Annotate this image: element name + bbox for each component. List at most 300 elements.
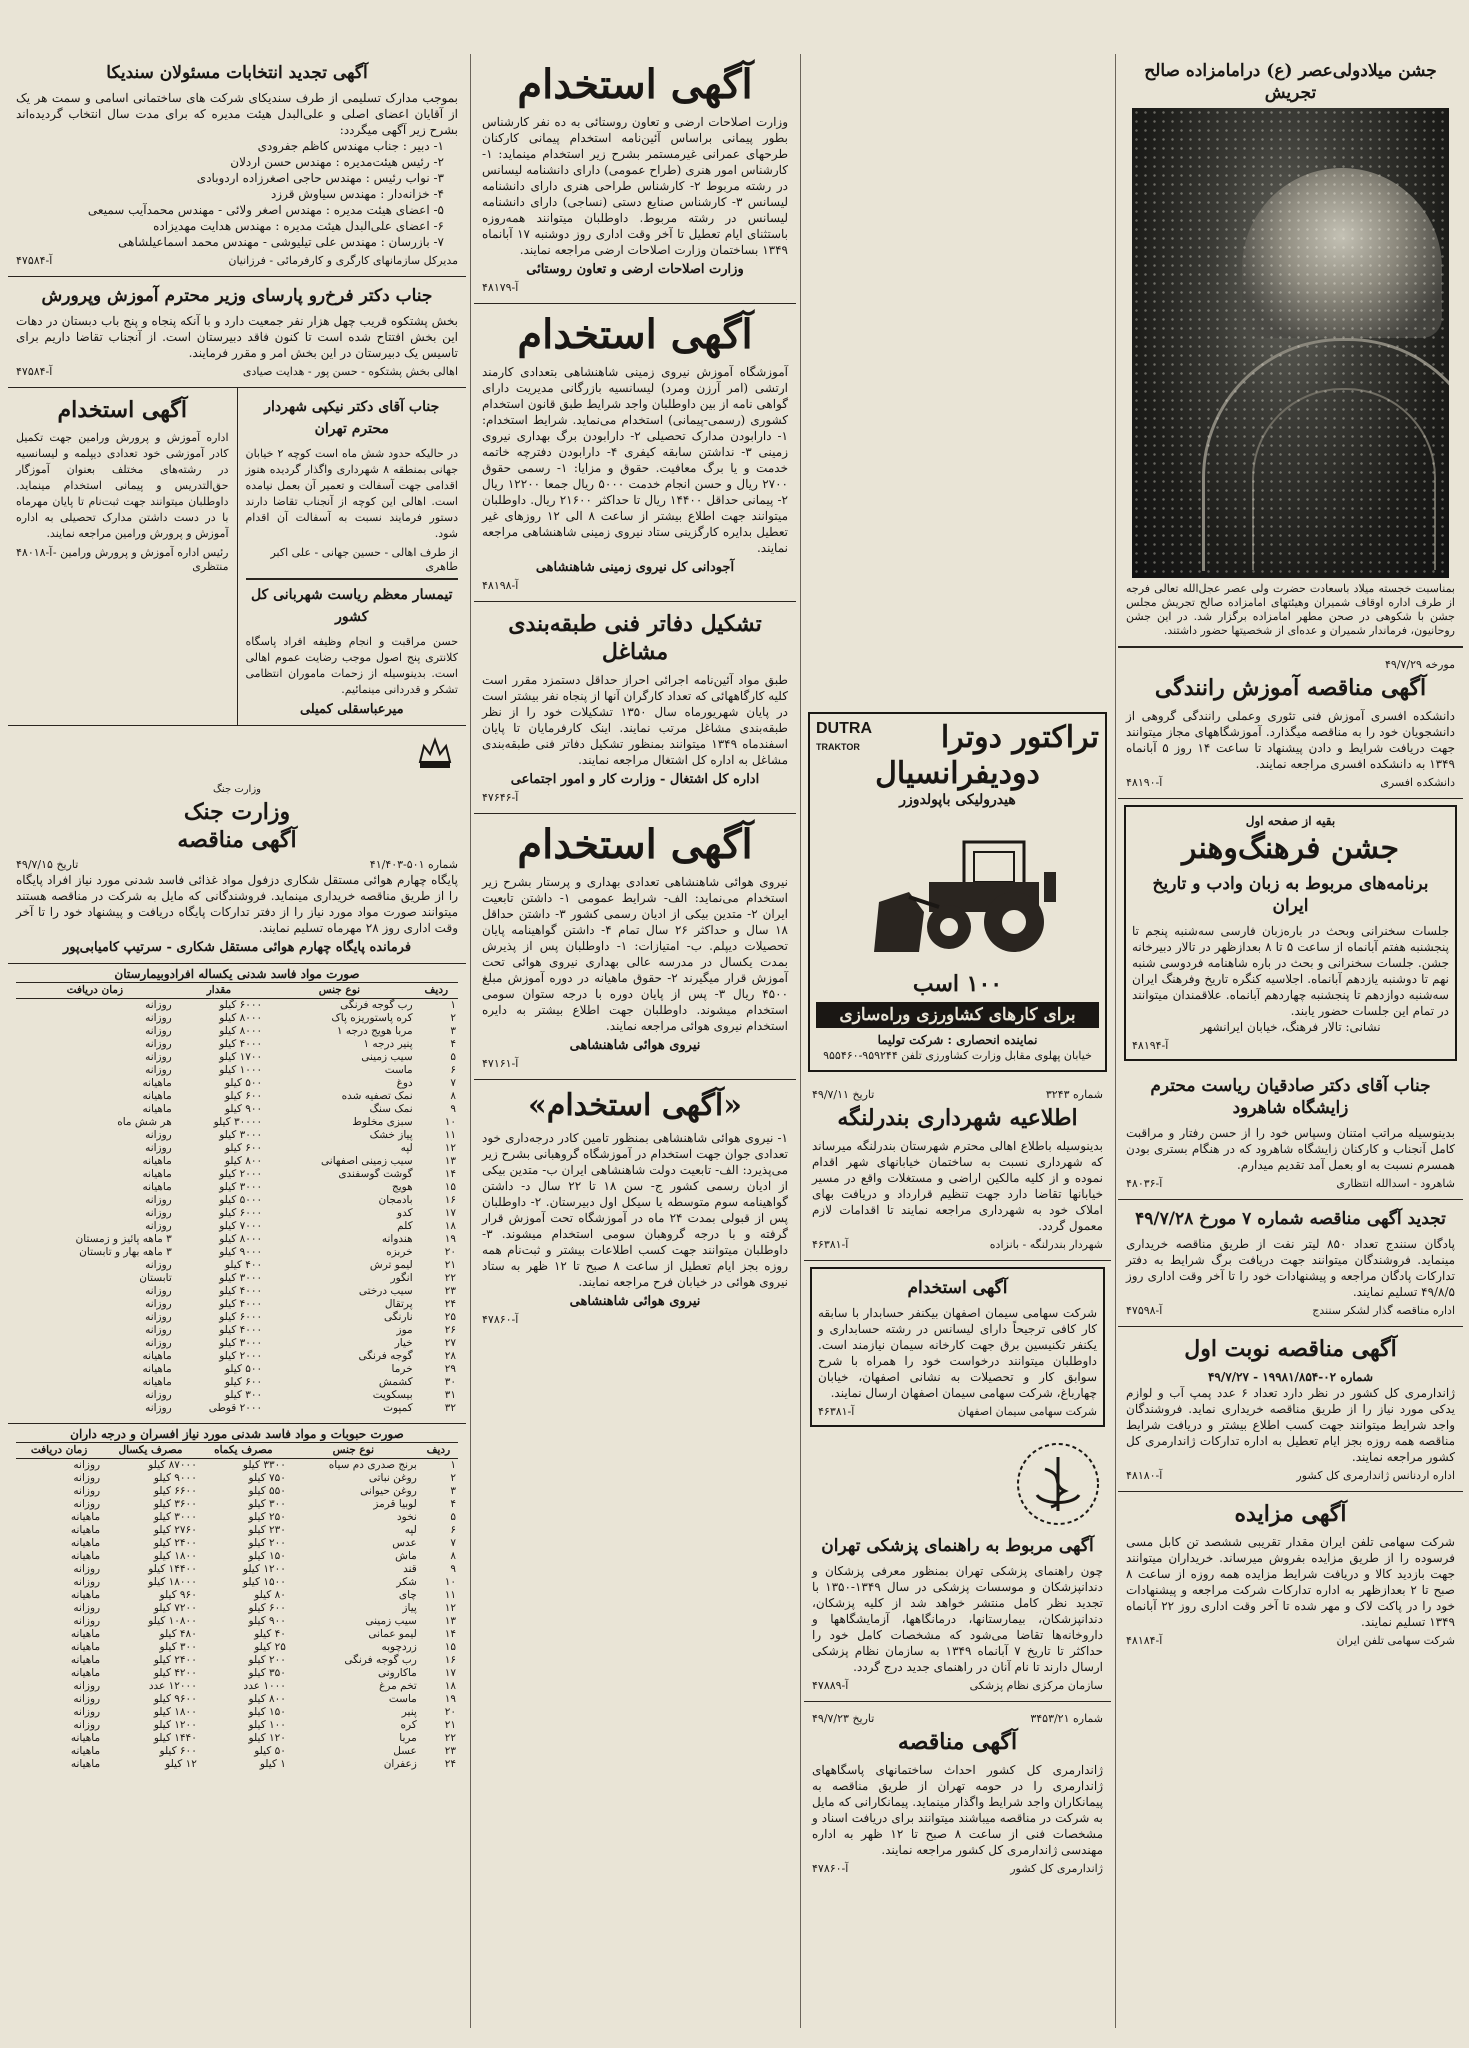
table-cell: ماست — [384, 1064, 413, 1076]
table-cell: ۱۰۸۰۰ کیلو — [148, 1615, 197, 1627]
table-row — [16, 1706, 458, 1719]
photo-feature — [1118, 54, 1463, 648]
ad-org: اداره مناقصه گذار لشکر سنندج — [1312, 1304, 1455, 1317]
table-row — [16, 1732, 458, 1745]
ad-number: مورخه ۴۹/۷/۲۹ — [1384, 658, 1455, 671]
ad-org: شرکت سهامی سیمان اصفهان — [957, 1405, 1097, 1418]
table-header-cell: نوع جنس — [288, 1443, 419, 1459]
table-cell: ۴۸۰ کیلو — [159, 1628, 197, 1640]
table-cell: ۱۰۰۰ کیلو — [219, 1064, 263, 1076]
table-cell: ۵۰۰ کیلو — [224, 1077, 263, 1089]
table-cell: روزانه — [145, 1402, 172, 1414]
divider — [246, 578, 459, 580]
ad-date: تاریخ ۴۹/۷/۱۵ — [16, 858, 79, 871]
ad-code: آ-۴۶۳۸۱ — [818, 1405, 855, 1418]
table-cell: ۵ — [450, 1051, 456, 1063]
ad-number: شماره ۳۲۴۳ — [1045, 1088, 1103, 1101]
table-cell: ۱۰۰۰ عدد — [243, 1680, 286, 1692]
table-cell: ۳۱ — [444, 1389, 456, 1401]
table-cell: سیب زمینی اصفهانی — [321, 1155, 413, 1167]
table-cell: نخود — [396, 1511, 417, 1523]
table-cell: سیب درختی — [358, 1285, 413, 1297]
table-row — [16, 1311, 458, 1324]
table-cell: روزانه — [73, 1693, 101, 1705]
ad-meta — [812, 1679, 1103, 1693]
table-cell: ۹۶۰۰ کیلو — [153, 1693, 197, 1705]
food-table-2 — [16, 1442, 458, 1771]
ad-date: تاریخ ۴۹/۷/۲۳ — [812, 1712, 875, 1725]
table-cell: ماهیانه — [70, 1511, 101, 1523]
table-cell: ۱۰ — [444, 1116, 456, 1128]
ad-title: جشن فرهنگ‌وهنر — [1181, 831, 1400, 866]
table-cell: ماهیانه — [70, 1550, 101, 1562]
ad-body: بدینوسیله مراتب امتنان وسپاس خود را از حسن رفتار و مراقبت کامل آنجناب و کارکنان زایشگاه شاهرود که در هنگام بستری بودن همسرم نسبت به او بعمل آمد تقدیم میدارم. — [1126, 1126, 1455, 1172]
table-cell: ۱۳ — [444, 1155, 456, 1167]
table-cell: ۲۳ — [444, 1745, 456, 1757]
table-cell: ماش — [395, 1550, 417, 1562]
ad-org: شرکت سهامی تلفن ایران — [1336, 1634, 1455, 1647]
ad-org: دانشکده افسری — [1380, 776, 1455, 789]
ad-body: طبق مواد آئین‌نامه اجرائی احراز حداقل دستمزد مقرر است کلیه کارگاههائی که تعداد کارگران آنها از پنجاه نفر بیشتر است در پایان شهریورماه سال ۱۳۵۰ تشکیلات خود را از نظر طبقه‌بندی مشاغل مرتب نمایند. اینک کارفرمایان تا پایان اسفندماه ۱۳۴۹ میتوانند بمنظور تشکیل دفاتر فنی طبقه‌بندی مشاغل به اداره کل اشتغال مراجعه نمایند. — [482, 673, 788, 767]
table-cell: روزانه — [73, 1563, 101, 1575]
table-row — [16, 1285, 458, 1298]
table-cell: ۸۰۰۰ کیلو — [219, 1233, 263, 1245]
table-cell: کدو — [397, 1207, 413, 1219]
table-cell: روزانه — [73, 1459, 101, 1471]
table-cell: ۶۰۰ کیلو — [248, 1602, 286, 1614]
table-cell: هر شش ماه — [117, 1116, 172, 1128]
table-cell: ماهیانه — [70, 1641, 101, 1653]
table-row — [16, 1459, 458, 1473]
table-row — [16, 1064, 458, 1077]
table-cell: ۲۴ — [444, 1298, 456, 1310]
emblem-label: وزارت جنگ — [212, 784, 261, 795]
table-cell: روزانه — [145, 1012, 172, 1024]
table-cell: ۱۱ — [444, 1129, 456, 1141]
ad-meta — [1132, 1039, 1449, 1053]
ad-meta — [812, 1088, 1103, 1102]
table-row — [16, 1524, 458, 1537]
table-cell: گوشت گوسفندی — [338, 1168, 413, 1180]
table-cell: ۹۰۰ کیلو — [248, 1615, 286, 1627]
ad-code: آ-۴۷۵۸۴ — [16, 365, 53, 378]
table-cell: ماهیانه — [70, 1654, 101, 1666]
table-cell: ۲۴ — [444, 1758, 456, 1770]
right-column — [1118, 54, 1463, 2028]
table-row — [16, 1641, 458, 1654]
table-row — [16, 1324, 458, 1337]
table-cell: ۲۷ — [444, 1337, 456, 1349]
table-cell: ۹۰۰۰ کیلو — [219, 1246, 263, 1258]
ad-meta — [482, 579, 788, 593]
table-cell: روزانه — [145, 1207, 172, 1219]
table-cell: روزانه — [145, 1025, 172, 1037]
ad-syndicate-election — [8, 54, 466, 277]
table-cell: ماهیانه — [70, 1758, 101, 1770]
ad-code: آ-۴۷۸۸۹ — [812, 1679, 849, 1692]
table-cell: ۱۲۰۰ کیلو — [242, 1563, 286, 1575]
table-cell: روزانه — [73, 1680, 101, 1692]
table-cell: هویج — [391, 1181, 413, 1193]
table-cell: ۲۲ — [444, 1732, 456, 1744]
table-cell: روغن نباتی — [368, 1472, 417, 1484]
table-cell: ۶۰۰۰ کیلو — [219, 999, 263, 1011]
ad-meta — [1126, 658, 1455, 672]
shrine-photo — [1132, 108, 1449, 578]
table-cell: ماهیانه — [70, 1537, 101, 1549]
food-table-section — [8, 964, 466, 1424]
table-cell: ۱۰ — [444, 1576, 456, 1588]
table-cell: ۳۰۰ کیلو — [224, 1389, 263, 1401]
table-cell: ۱۲ کیلو — [165, 1758, 197, 1770]
table-cell: قند — [403, 1563, 417, 1575]
table-cell: ماهیانه — [70, 1745, 101, 1757]
table-cell: ۶۶۰۰ کیلو — [153, 1485, 197, 1497]
table-row — [16, 1090, 458, 1103]
ad-meta — [16, 858, 458, 872]
table-cell: ۳۰۰ کیلو — [248, 1498, 286, 1510]
ad-slogan: برای کارهای کشاورزی وراه‌سازی — [816, 1002, 1099, 1028]
table-cell: ماهیانه — [142, 1155, 172, 1167]
table-cell: پنیر درجه ۱ — [363, 1038, 413, 1050]
ad-code: آ-۴۸۱۹۸ — [482, 579, 519, 592]
table-cell: ۳ ماهه بهار و تابستان — [79, 1246, 172, 1258]
table-cell: ۵۰ کیلو — [254, 1745, 286, 1757]
ad-meta — [482, 281, 788, 295]
table-cell: ۶ — [450, 1064, 456, 1076]
table-cell: ۱۲۰۰۰ عدد — [148, 1680, 197, 1692]
table-cell: ۲۴۰۰ کیلو — [153, 1537, 197, 1549]
table-cell: ماهیانه — [70, 1667, 101, 1679]
table-cell: ۱۹ — [444, 1233, 456, 1245]
table-cell: روزانه — [145, 1285, 172, 1297]
table-cell: ۸۰ کیلو — [254, 1589, 286, 1601]
ad-body: دانشکده افسری آموزش فنی تئوری وعملی رانندگی گروهی از دانشجویان خود را به مناقصه میگذارد. آموزشگاههای مجاز میتوانند جهت دریافت شرایط و دادن پیشنهاد تا ساعت ۱۴ روز ۵ آبانماه ۱۳۴۹ به دانشکده افسری مراجعه نمایند. — [1126, 709, 1455, 771]
table-header-cell: مصرف یکسال — [102, 1443, 199, 1459]
table-cell: روزانه — [145, 1194, 172, 1206]
table-cell: ۸۷۰۰۰ کیلو — [148, 1459, 197, 1471]
table-cell: ۲۷۶۰ کیلو — [153, 1524, 197, 1536]
ad-title: آگهی مناقصه نوبت اول — [1184, 1336, 1397, 1362]
table-cell: ۷۲۰۰ کیلو — [153, 1602, 197, 1614]
ad-org: از طرف اهالی - حسین جهانی - علی اکبر طاهری — [270, 546, 458, 573]
table-cell: ۳۰۰۰۰ کیلو — [213, 1116, 263, 1128]
ad-title: آگهی استخدام — [57, 397, 187, 423]
ad-title: آگهی تجدید انتخابات مسئولان سندیکا — [106, 63, 368, 83]
table-cell: بیسکویت — [372, 1389, 413, 1401]
table-cell: ۳۰۰۰ کیلو — [219, 1181, 263, 1193]
table-cell: کره پاستوریزه پاک — [331, 1012, 413, 1024]
ad-body: ژاندارمری کل کشور احداث ساختمانهای پاسگاههای ژاندارمری را در حومه تهران از طریق مناقصه به پیمانکاران واجد شرایط واگذار مینماید. پیمانکارانی که مایل به شرکت در مناقصه میباشند میتوانند برای دریافت اسناد و مشخصات فنی از ساعت ۸ صبح تا ۱۲ ظهر به اداره مهندسی ژاندارمری کل کشور مراجعه نمایند. — [812, 1763, 1104, 1857]
table-cell: ۳۶۰۰ کیلو — [153, 1498, 197, 1510]
table-row — [16, 1168, 458, 1181]
ad-body: آموزشگاه آموزش نیروی زمینی شاهنشاهی بتعدادی کارمند ارتشی (امر آرزن ومرد) لیسانسیه بازرگانی مدیریت دارای گواهی نامه از بین داوطلبان واجد شرایط طبق قانون استخدام کشوری (رسمی-پیمانی) استخدام می‌نماید. شرایط استخدام: ۱- دارابودن مدارک تحصیلی ۲- دارابودن برگ بهداری نیروی زمینی ۳- نداشتن سابقه کیفری ۴- دارابودن دفترچه خاتمه خدمت و یا برگ معافیت. حقوق و مزایا: ۱- رسمی حقوق ۲۷۰۰ ریال و حسن انجام خدمت ۵۰۰۰ ریال جمعا ۱۲۲۰۰ ریال ۲- پیمانی حداقل ۱۴۴۰۰ ریال تا حداکثر ۲۱۶۰۰ ریال. داوطلبان میتوانند جهت اطلاع بیشتر از ساعت ۸ الی ۱۲ روزهای غیر تعطیل بدایره کارگزینی ستاد نیروی زمینی شاهنشاهی مراجعه نمایند. — [482, 365, 788, 555]
table-cell: روزانه — [73, 1602, 101, 1614]
ad-body: بخش پشتکوه قریب چهل هزار نفر جمعیت دارد و با آنکه پنجاه و پنج باب دبستان در دهات این بخش افتتاح شده است تا کنون فاقد دبیرستان است. از آنجناب تقاضا داریم برای تاسیس یک دبیرستان در این بخش امر و مقرر فرمایند. — [16, 314, 458, 360]
table-cell: لیمو ترش — [369, 1259, 413, 1271]
table-row — [16, 1181, 458, 1194]
tractor-brand — [816, 720, 872, 756]
table-cell: ۸۰۰۰ کیلو — [219, 1012, 263, 1024]
table-row — [16, 1563, 458, 1576]
ad-meta — [812, 1712, 1103, 1726]
ad-meta — [16, 365, 458, 379]
table-cell: ۳۰۰ کیلو — [159, 1641, 197, 1653]
ad-body: بموجب مدارک تسلیمی از طرف سندیکای شرکت های ساختمانی اسامی و سمت هر یک از آقایان اعضای اصلی و علی‌البدل هیئت مدیره که برای مدت سال انتخاب گردیده‌اند بشرح زیر آگهی میگردد: — [16, 91, 458, 137]
table-cell: ماهیانه — [142, 1376, 172, 1388]
table-cell: ۱ — [450, 999, 456, 1011]
table-cell: ۲۰۰۰ کیلو — [219, 1350, 263, 1362]
table-cell: ۲ — [450, 1472, 456, 1484]
table-cell: ۲۳ — [444, 1285, 456, 1297]
member-item: ۷- بازرسان : مهندس علی تیلیوشی - مهندس محمد اسماعیلشاهی — [118, 235, 444, 249]
ad-body: اداره آموزش و پرورش ورامین جهت تکمیل کادر آموزشی خود تعدادی دیپلمه و لیسانسیه در رشته‌های مختلف بعنوان آموزگار حق‌التدریس و پیمانی استخدام مینماید. داوطلبان میتوانند جهت ثبت‌نام تا پایان مهرماه با در دست داشتن مدارک تحصیلی به اداره آموزش و پرورش ورامین مراجعه نمایند. — [16, 431, 229, 540]
staples-table-section — [8, 1424, 466, 1779]
ad-code: آ-۴۸۱۸۰ — [1126, 1469, 1163, 1482]
ad-body: شرکت سهامی تلفن ایران مقدار تقریبی ششصد تن کابل مسی فرسوده را از طریق مزایده بفروش میرساند. خریداران میتوانند جهت بازدید کالا و دریافت شرایط مزایده همه روزه از ساعت ۸ صبح تا ۲ بعدازظهر به اداره تدارکات شرکت مراجعه و پیشنهادات خود را در پاکت لاک و مهر شده تا آخر وقت اداری روز ۲۲ آبانماه ۱۳۴۹ تسلیم نمایند. — [1126, 1535, 1455, 1629]
ad-title: آگهی استخدام — [517, 61, 753, 108]
table-cell: ۲۵۰ کیلو — [248, 1511, 286, 1523]
table-cell: دوغ — [396, 1077, 413, 1089]
table-cell: ماهیانه — [70, 1628, 101, 1640]
table-row — [16, 1233, 458, 1246]
table-cell: ۱۷ — [444, 1207, 456, 1219]
table-cell: روزانه — [145, 1220, 172, 1232]
table-cell: بادمجان — [378, 1194, 413, 1206]
table-cell: ۱۵ — [444, 1641, 456, 1653]
ad-employment-land-reform — [474, 54, 796, 304]
table-row — [16, 1498, 458, 1511]
table-cell: ۶۰۰۰ کیلو — [219, 1311, 263, 1323]
table-cell: موز — [396, 1324, 413, 1336]
table-row — [16, 1589, 458, 1602]
ad-power: ۱۰۰ اسب — [912, 971, 1003, 997]
table-cell: پیاز خشک — [369, 1129, 413, 1141]
table-cell: ۶۰۰ کیلو — [224, 1376, 263, 1388]
table-cell: مربا هویج درجه ۱ — [336, 1025, 413, 1037]
table-cell: ماهیانه — [70, 1589, 101, 1601]
table-row — [16, 1220, 458, 1233]
table-cell: ماهیانه — [70, 1524, 101, 1536]
table-cell: ماهیانه — [142, 1077, 172, 1089]
ad-org: اداره کل اشتغال - وزارت کار و امور اجتماعی — [510, 772, 760, 787]
table-cell: ماهیانه — [142, 1181, 172, 1193]
table-cell: ۱۲ — [444, 1602, 456, 1614]
table-cell: ۲۰ — [444, 1706, 456, 1718]
table-cell: روزانه — [145, 999, 172, 1011]
ad-meta — [812, 1862, 1103, 1876]
ad-tagline: هیدرولیکی باپولدوزر — [899, 792, 1016, 808]
table-row — [16, 1363, 458, 1376]
member-item: ۲- رئیس هیئت‌مدیره : مهندس حسن اردلان — [230, 155, 444, 169]
table-cell: ۱۸۰۰۰ کیلو — [148, 1576, 197, 1588]
table-cell: ۴۰۰۰ کیلو — [219, 1298, 263, 1310]
ad-code: آ-۴۸۱۷۹ — [482, 281, 519, 294]
ad-meta — [1126, 1469, 1455, 1483]
ad-garrison — [1118, 1200, 1463, 1327]
table-cell: ۲۰۰۰ قوطی — [208, 1402, 263, 1414]
ad-title: جناب آقای دکتر نیکپی شهردار محترم تهران — [264, 399, 440, 437]
left-column — [8, 54, 466, 2028]
table-cell: ۴۰۰ کیلو — [224, 1259, 263, 1271]
ad-title: تیمسار معظم ریاست شهربانی کل کشور — [250, 587, 453, 625]
table-cell: ۶ — [450, 1524, 456, 1536]
table-row — [16, 1602, 458, 1615]
table-row — [16, 1628, 458, 1641]
table-cell: ۵ — [450, 1511, 456, 1523]
ad-medical-guide — [804, 1433, 1111, 1702]
member-item: ۳- نواب رئیس : مهندس حاجی اصغرزاده اردوبادی — [196, 171, 444, 185]
table-row — [16, 1025, 458, 1038]
table-cell: روزانه — [145, 1142, 172, 1154]
table-cell: ۲۵ — [444, 1311, 456, 1323]
ad-title: آگهی مناقصه — [177, 827, 297, 853]
table-row — [16, 1350, 458, 1363]
table-cell: ۱۶ — [444, 1194, 456, 1206]
ad-code: آ-۴۷۶۴۶ — [482, 791, 519, 804]
table-row — [16, 1485, 458, 1498]
ad-driving-tender — [1118, 648, 1463, 799]
table-cell: ۱۲۰ کیلو — [248, 1732, 286, 1744]
table-row — [16, 1550, 458, 1563]
table-cell: ۲۳۰ کیلو — [248, 1524, 286, 1536]
table-row — [16, 1077, 458, 1090]
table-header-cell: ردیف — [419, 1443, 458, 1459]
ad-title: «آگهی استخدام» — [528, 1088, 742, 1123]
table-cell: کره — [400, 1719, 417, 1731]
table-cell: ۲ — [450, 1012, 456, 1024]
table-cell: ماکارونی — [377, 1667, 417, 1679]
table-cell: شکر — [396, 1576, 417, 1588]
table-cell: ۲۲ — [444, 1272, 456, 1284]
ad-org: اداره اردنانس ژاندارمری کل کشور — [1296, 1469, 1455, 1482]
table-cell: ۴۰۰۰ کیلو — [219, 1324, 263, 1336]
ad-org: وزارت اصلاحات ارضی و تعاون روستائی — [526, 262, 744, 277]
table-cell: ۲۸ — [444, 1350, 456, 1362]
table-cell: ۲۰ — [444, 1246, 456, 1258]
ad-title: آگهی استخدام — [517, 821, 753, 868]
ad-address: خیابان پهلوی مقابل وزارت کشاورزی تلفن ۹۵۹۲۴۴-۹۵۵۴۶۰ — [823, 1049, 1092, 1062]
table-cell: ۵۰۰ کیلو — [224, 1363, 263, 1375]
table-cell: ۳۵۰ کیلو — [248, 1667, 286, 1679]
photo-title: جشن میلادولی‌عصر (ع) درامامزاده صالح تجریش — [1144, 61, 1437, 103]
ad-org: رئیس اداره آموزش و پرورش ورامین - منتظری — [52, 546, 229, 573]
table-row — [16, 1537, 458, 1550]
table-cell: ۹۰۰ کیلو — [224, 1103, 263, 1115]
table-cell: ۵۵۰ کیلو — [248, 1485, 286, 1497]
table-cell: لپه — [404, 1524, 417, 1536]
ad-body: نیروی هوائی شاهنشاهی تعدادی بهداری و پرستار بشرح زیر استخدام می‌نماید: الف- شرایط عمومی ۱- داشتن تابعیت ایران ۲- متدین بیکی از ادیان رسمی کشور ۳- داشتن حداقل ۱۸ سال و حداکثر ۲۶ سال تمام ۴- داشتن گواهینامه پایان تحصیلات دیپلم. ب- امتیازات: ۱- داوطلبان پس از پذیرش بمدت یکسال در مدرسه عالی بهداری نیروی هوائی تحت آموزش قرار میگیرند ۲- حقوق ماهیانه در دوره آموزش مبلغ ۴۵۰۰ ریال ۳- پس از پایان دوره با درجه ستوان سومی استخدام میشوند. داوطلبان جهت اطلاع بیشتر به دایره استخدام نیروی هوائی مراجعه نمایند. — [482, 875, 789, 1033]
table-cell: ۴ — [450, 1498, 456, 1510]
ad-title: آگهی مناقصه — [897, 1729, 1018, 1755]
ad-cement — [810, 1267, 1105, 1427]
table-cell: ۸۰۰ کیلو — [248, 1693, 286, 1705]
table-row — [16, 1511, 458, 1524]
table-cell: روزانه — [73, 1498, 101, 1510]
table-row — [16, 1155, 458, 1168]
table-cell: ۴۰۰۰ کیلو — [219, 1038, 263, 1050]
table-cell: چای — [398, 1589, 417, 1601]
table-cell: سیب زمینی — [361, 1051, 413, 1063]
table-cell: ماهیانه — [142, 1090, 172, 1102]
table-cell: روزانه — [73, 1576, 101, 1588]
table-cell: روزانه — [73, 1485, 101, 1497]
table-cell: ۲۶ — [444, 1324, 456, 1336]
table-row — [16, 1615, 458, 1628]
member-item: ۶- اعضای علی‌البدل هیئت مدیره : مهندس هدایت مهدیزاده — [153, 219, 444, 233]
table-cell: لیمو عمانی — [368, 1628, 417, 1640]
ad-meta — [482, 1313, 788, 1327]
table-row — [16, 1246, 458, 1259]
ad-festival — [1124, 805, 1457, 1061]
table-cell: ۷ — [450, 1077, 456, 1089]
table-cell: ۶۰۰۰ کیلو — [219, 1207, 263, 1219]
table-row — [16, 1758, 458, 1771]
table-cell: ۳۳۰۰ کیلو — [242, 1459, 286, 1471]
table-cell: ۱۸ — [444, 1220, 456, 1232]
ad-org: میرعباسقلی کمیلی — [299, 702, 404, 717]
table-cell: ۴۰۰۰ کیلو — [219, 1285, 263, 1297]
table-header-cell: ردیف — [415, 983, 458, 999]
ad-meta — [1126, 1177, 1455, 1191]
ad-subtitle: دودیفرانسیال — [875, 756, 1040, 791]
table-cell: ۱۶ — [444, 1654, 456, 1666]
food-table-1 — [16, 982, 458, 1415]
table-cell: ۱۵۰ کیلو — [248, 1706, 286, 1718]
ad-tractor — [808, 712, 1107, 1072]
table-row — [16, 1194, 458, 1207]
ad-subtitle: برنامه‌های مربوط به زبان وادب و تاریخ ایران — [1152, 874, 1429, 916]
ad-code: آ-۴۷۱۶۱ — [482, 1057, 519, 1070]
ad-org: فرمانده پایگاه چهارم هوائی مستقل شکاری - سرتیپ کامیابی‌پور — [62, 940, 412, 955]
ad-employment-air-force-sergeants — [474, 1080, 796, 1335]
table-cell: ۱۸۰۰ کیلو — [153, 1706, 197, 1718]
table-cell: ۱۵ — [444, 1181, 456, 1193]
member-list — [16, 138, 458, 250]
ad-title: تشکیل دفاتر فنی طبقه‌بندی مشاغل — [508, 611, 762, 665]
ad-title: جناب آقای دکتر صادقیان ریاست محترم زایشگاه شاهرود — [1150, 1076, 1431, 1118]
ad-org: نیروی هوائی شاهنشاهی — [569, 1038, 701, 1053]
ad-number: شماره ۳۴۵۳/۲۱ — [1030, 1712, 1103, 1725]
ad-employment-air-force-nurses — [474, 814, 796, 1080]
ad-auction — [1118, 1492, 1463, 1656]
ad-org: شهردار بندرلنگه - بانزاده — [989, 1238, 1103, 1251]
ad-code: آ-۴۸۱۹۴ — [1132, 1039, 1169, 1052]
table-cell: رب گوجه فرنگی — [344, 1654, 417, 1666]
table-cell: ۱۵۰ کیلو — [248, 1550, 286, 1562]
table-cell: ۲۰۰ کیلو — [248, 1537, 286, 1549]
table-cell: تابستان — [139, 1272, 172, 1284]
left-split-row — [8, 388, 466, 726]
table-cell: مربا — [399, 1732, 417, 1744]
medical-emblem-icon — [1013, 1439, 1103, 1529]
table-header-cell: زمان دریافت — [16, 1443, 102, 1459]
tractor-header — [816, 720, 1099, 756]
table-row — [16, 1103, 458, 1116]
table-cell: روغن حیوانی — [360, 1485, 417, 1497]
table-cell: ۳۲ — [444, 1402, 456, 1414]
table-cell: ۴۰ کیلو — [254, 1628, 286, 1640]
table-cell: سیب زمینی — [365, 1615, 417, 1627]
table-cell: انگور — [390, 1272, 413, 1284]
table-cell: روزانه — [73, 1719, 101, 1731]
table-cell: ۶۰۰ کیلو — [159, 1745, 197, 1757]
table-cell: ۱۴۴۰ کیلو — [153, 1732, 197, 1744]
table-cell: کشمش — [378, 1376, 413, 1388]
table-row — [16, 1051, 458, 1064]
column-rule — [470, 54, 471, 2028]
table-row — [16, 1142, 458, 1155]
